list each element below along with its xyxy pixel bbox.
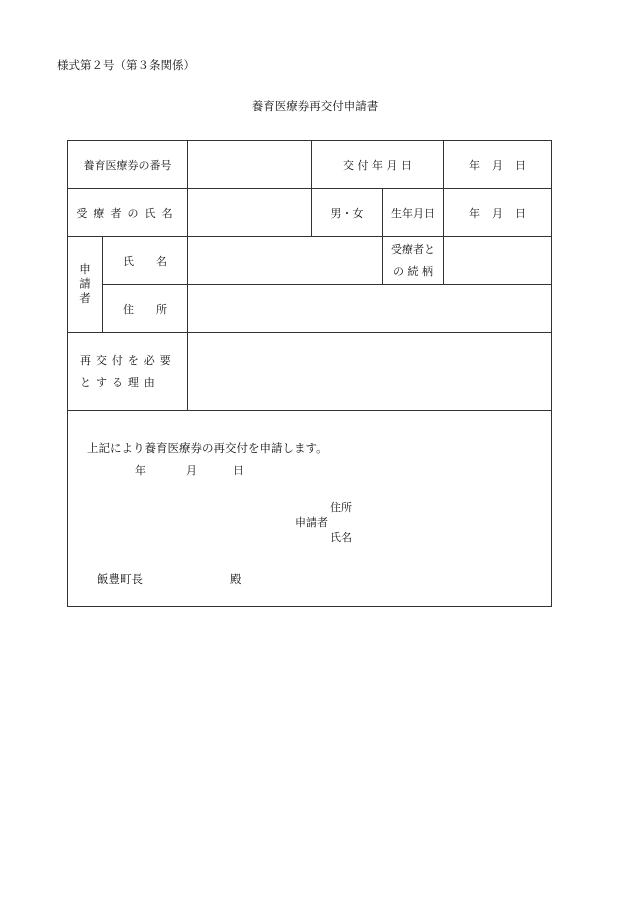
application-form-table — [67, 140, 552, 607]
day-label: 日 — [515, 206, 526, 220]
year-label: 年 — [469, 206, 480, 220]
form-number: 様式第２号（第３条関係） — [57, 58, 195, 72]
medical-ticket-number-field[interactable] — [188, 141, 311, 188]
issue-date-label: 交 付 年 月 日 — [343, 158, 412, 172]
signature-address-label: 住所 — [330, 501, 352, 514]
signature-name-label: 氏名 — [330, 531, 352, 544]
reason-field[interactable] — [188, 333, 551, 410]
signature-applicant-label: 申請者 — [295, 516, 328, 529]
month-label: 月 — [492, 158, 503, 172]
reason-label — [80, 333, 187, 410]
row-divider — [68, 410, 551, 411]
patient-name-field[interactable] — [188, 189, 311, 236]
birth-date-field[interactable] — [444, 189, 551, 236]
year-label: 年 — [469, 158, 480, 172]
applicant-name-field[interactable] — [188, 237, 382, 284]
relationship-label-line2: の 続 柄 — [393, 264, 433, 278]
declaration-month-label: 月 — [186, 464, 197, 477]
applicant-group-label — [68, 237, 102, 332]
declaration-text: 上記により養育医療券の再交付を申請します。 — [87, 441, 328, 455]
applicant-vertical-text: 申請者 — [78, 262, 92, 307]
relationship-label — [383, 237, 443, 284]
medical-ticket-number-label: 養育医療券の番号 — [83, 158, 172, 172]
addressee-label: 飯豊町長 — [97, 572, 143, 586]
declaration-year-label: 年 — [135, 464, 146, 477]
honorific-label: 殿 — [230, 572, 242, 586]
declaration-day-label: 日 — [233, 464, 244, 477]
day-label: 日 — [515, 158, 526, 172]
reason-label-line2: とする理由 — [80, 375, 160, 389]
reason-label-line1: 再交付を必要 — [80, 353, 176, 367]
applicant-address-field[interactable] — [188, 285, 551, 332]
document-title: 養育医療券再交付申請書 — [251, 99, 379, 113]
relationship-label-line1: 受療者と — [391, 242, 435, 256]
applicant-name-label: 氏 名 — [123, 254, 167, 268]
patient-name-label: 受療者の氏名 — [76, 206, 179, 220]
gender-selector[interactable]: 男・女 — [330, 206, 364, 220]
applicant-address-label: 住 所 — [123, 302, 167, 316]
birth-date-label: 生年月日 — [391, 206, 435, 220]
relationship-field[interactable] — [444, 237, 551, 284]
issue-date-field[interactable] — [444, 141, 551, 188]
month-label: 月 — [492, 206, 503, 220]
